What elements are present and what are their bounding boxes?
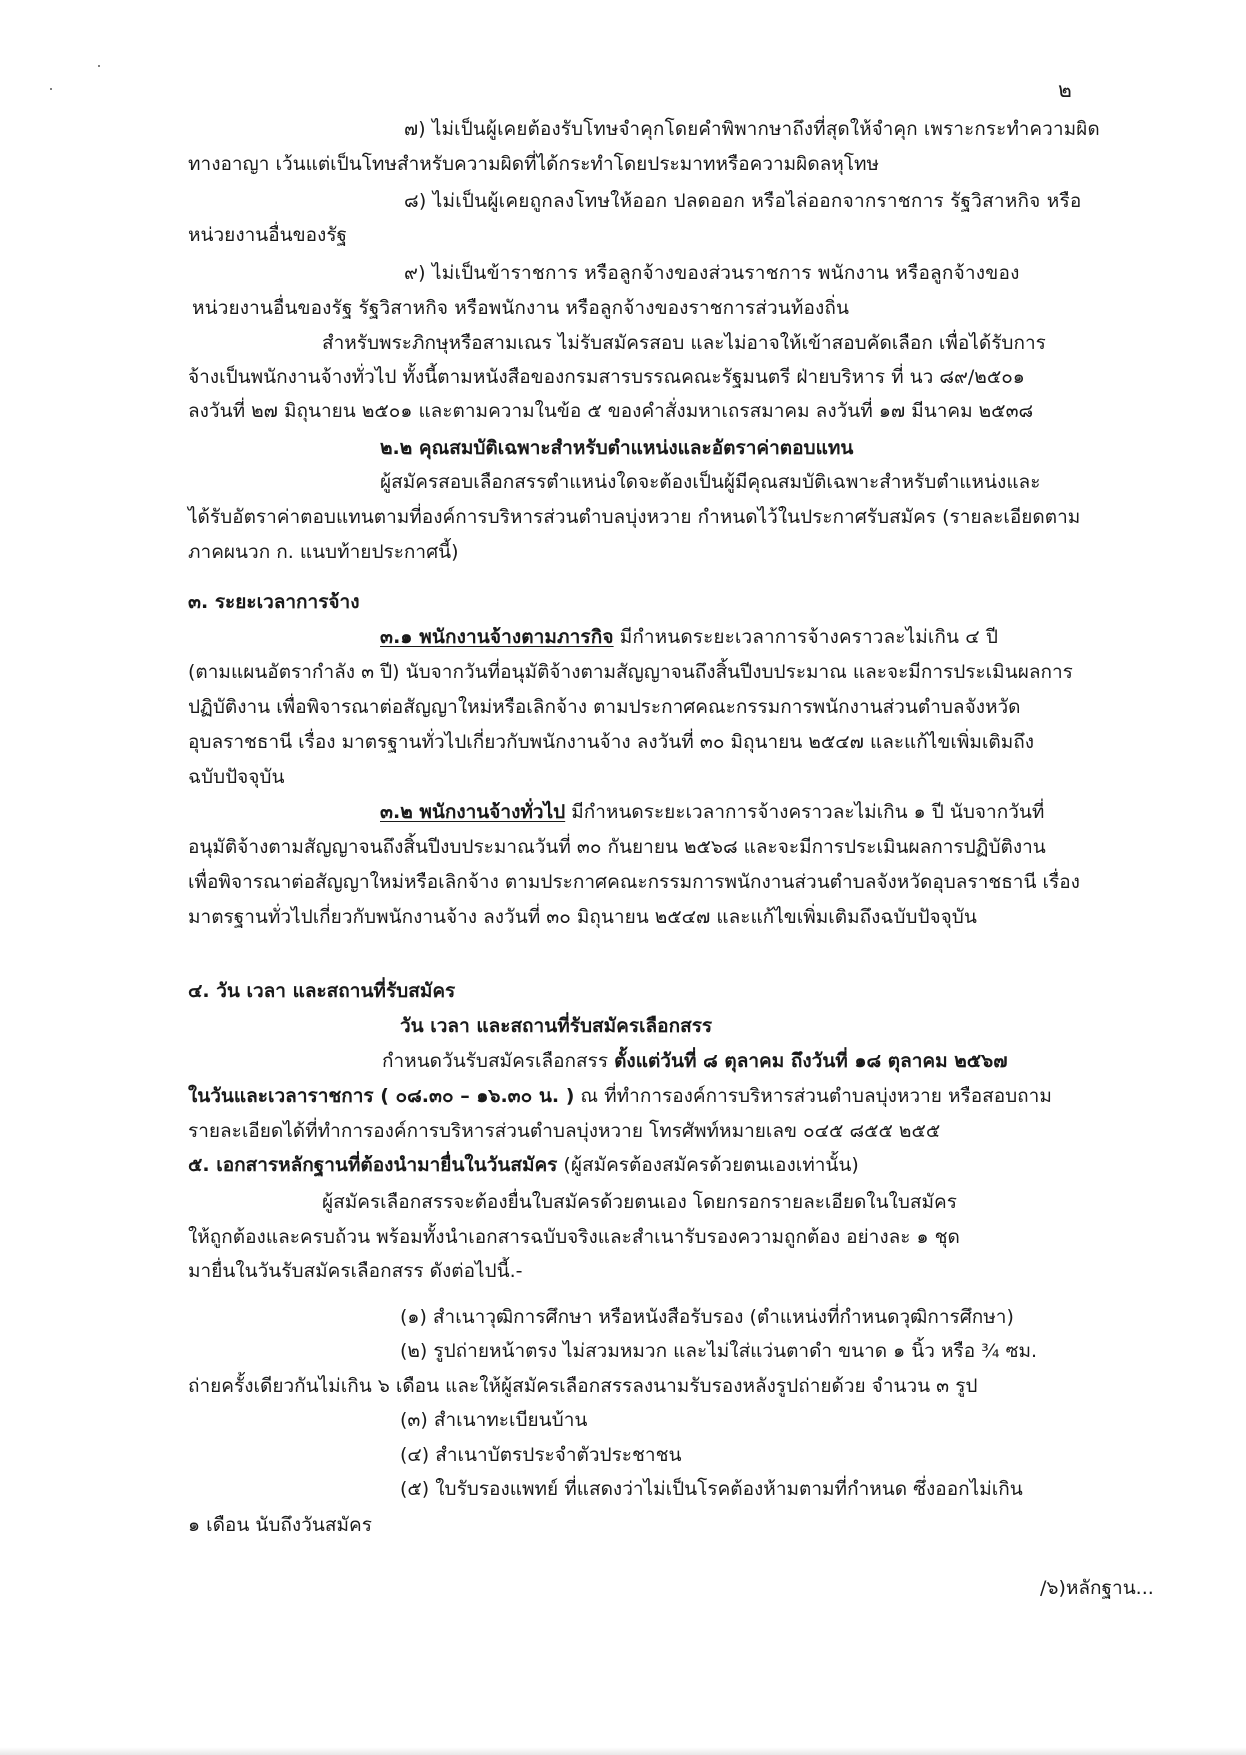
text-line — [188, 398, 1033, 424]
text-segment: ทางอาญา เว้นแต่เป็นโทษสำหรับความผิดที่ได้กระทำโดยประมาทหรือความผิดลหุโทษ — [188, 153, 880, 175]
text-line — [380, 435, 853, 461]
bold-text: ๓.๒ พนักงานจ้างทั่วไป — [380, 801, 566, 823]
text-segment: กำหนดวันรับสมัครเลือกสรร — [382, 1050, 615, 1072]
text-line — [188, 869, 1080, 895]
text-segment: (๕) ใบรับรองแพทย์ ที่แสดงว่าไม่เป็นโรคต้องห้ามตามที่กำหนด ซึ่งออกไม่เกิน — [400, 1478, 1023, 1500]
text-segment: มีกำหนดระยะเวลาการจ้างคราวละไม่เกิน ๔ ปี — [613, 626, 999, 648]
text-line — [188, 364, 1025, 390]
text-line — [188, 978, 455, 1004]
text-line — [188, 1118, 940, 1144]
text-line — [400, 1407, 587, 1433]
bold-text: ๔. วัน เวลา และสถานที่รับสมัคร — [188, 980, 456, 1002]
text-segment: ให้ถูกต้องและครบถ้วน พร้อมทั้งนำเอกสารฉบับจริงและสำเนารับรองความถูกต้อง อย่างละ ๑ ชุด — [188, 1226, 960, 1248]
text-segment: (ผู้สมัครต้องสมัครด้วยตนเองเท่านั้น) — [557, 1154, 859, 1176]
bold-text: ๕. เอกสารหลักฐานที่ต้องนำมายื่นในวันสมัคร — [188, 1154, 558, 1176]
text-segment: ๘) ไม่เป็นผู้เคยถูกลงโทษให้ออก ปลดออก หรือไล่ออกจากราชการ รัฐวิสาหกิจ หรือ — [404, 190, 1082, 212]
text-segment: ภาคผนวก ก. แนบท้ายประกาศนี้) — [188, 541, 459, 563]
bold-text: วัน เวลา และสถานที่รับสมัครเลือกสรร — [400, 1015, 713, 1037]
text-segment: (๓) สำเนาทะเบียนบ้าน — [400, 1409, 588, 1431]
bold-text: ตั้งแต่วันที่ ๘ ตุลาคม ถึงวันที่ ๑๘ ตุลาคม ๒๕๖๗ — [614, 1050, 1008, 1072]
text-segment: ผู้สมัครสอบเลือกสรรตำแหน่งใดจะต้องเป็นผู้มีคุณสมบัติเฉพาะสำหรับตำแหน่งและ — [380, 471, 1041, 493]
text-segment: (ตามแผนอัตรากำลัง ๓ ปี) นับจากวันที่อนุมัติจ้างตามสัญญาจนถึงสิ้นปีงบประมาณ และจะมีการประเมินผลการ — [188, 661, 1073, 683]
text-line — [400, 1442, 681, 1468]
bold-text: ๓.๑ พนักงานจ้างตามภารกิจ — [380, 626, 614, 648]
text-line — [188, 589, 360, 615]
text-segment: หน่วยงานอื่นของรัฐ รัฐวิสาหกิจ หรือพนักงาน หรือลูกจ้างของราชการส่วนท้องถิ่น — [192, 297, 850, 319]
continuation-footer: /๖)หลักฐาน... — [1040, 1577, 1154, 1599]
text-line — [322, 330, 1046, 356]
text-segment: (๑) สำเนาวุฒิการศึกษา หรือหนังสือรับรอง (ตำแหน่งที่กำหนดวุฒิการศึกษา) — [400, 1306, 1014, 1328]
text-line — [400, 1338, 1037, 1364]
text-segment: มายื่นในวันรับสมัครเลือกสรร ดังต่อไปนี้.- — [188, 1260, 523, 1282]
scan-speck — [98, 65, 100, 67]
text-line — [380, 799, 1044, 825]
text-line — [400, 1304, 1014, 1330]
text-line — [188, 729, 1034, 755]
text-segment: อนุมัติจ้างตามสัญญาจนถึงสิ้นปีงบประมาณวันที่ ๓๐ กันยายน ๒๕๖๘ และจะมีการประเมินผลการปฏิบัติงาน — [188, 836, 1046, 858]
text-segment: มีกำหนดระยะเวลาการจ้างคราวละไม่เกิน ๑ ปี นับจากวันที่ — [565, 801, 1045, 823]
text-segment: รายละเอียดได้ที่ทำการองค์การบริหารส่วนตำบลบุ่งหวาย โทรศัพท์หมายเลข ๐๔๕ ๘๕๕ ๒๕๕ — [188, 1120, 941, 1142]
text-segment: (๒) รูปถ่ายหน้าตรง ไม่สวมหมวก และไม่ใส่แว่นตาดำ ขนาด ๑ นิ้ว หรือ ¾ ซม. — [400, 1340, 1038, 1362]
text-segment: จ้างเป็นพนักงานจ้างทั่วไป ทั้งนี้ตามหนังสือของกรมสารบรรณคณะรัฐมนตรี ฝ่ายบริหาร ที่ นว ๘๙/๒๕๐๑ — [188, 366, 1025, 388]
text-line — [188, 834, 1046, 860]
text-segment: ผู้สมัครเลือกสรรจะต้องยื่นใบสมัครด้วยตนเอง โดยกรอกรายละเอียดในใบสมัคร — [322, 1191, 957, 1213]
text-segment: มาตรฐานทั่วไปเกี่ยวกับพนักงานจ้าง ลงวันที่ ๓๐ มิถุนายน ๒๕๔๗ และแก้ไขเพิ่มเติมถึงฉบับปัจจุบัน — [188, 906, 977, 928]
text-line — [192, 295, 849, 321]
text-segment: ณ ที่ทำการองค์การบริหารส่วนตำบลบุ่งหวาย หรือสอบถาม — [574, 1085, 1052, 1107]
text-line — [188, 222, 347, 248]
text-segment: ได้รับอัตราค่าตอบแทนตามที่องค์การบริหารส่วนตำบลบุ่งหวาย กำหนดไว้ในประกาศรับสมัคร (รายละเอียดตาม — [188, 506, 1081, 528]
scan-speck — [50, 88, 52, 90]
text-line — [188, 151, 879, 177]
text-line — [188, 1258, 523, 1284]
text-line — [188, 1224, 960, 1250]
text-line — [322, 1189, 957, 1215]
text-line — [188, 764, 284, 790]
text-line — [188, 1152, 859, 1178]
text-line — [380, 624, 998, 650]
text-line — [188, 504, 1080, 530]
text-line — [404, 188, 1081, 214]
text-line — [400, 1013, 712, 1039]
text-segment: ฉบับปัจจุบัน — [188, 766, 285, 788]
text-line — [188, 1373, 977, 1399]
text-line — [382, 1048, 1008, 1074]
text-segment: ๙) ไม่เป็นข้าราชการ หรือลูกจ้างของส่วนราชการ พนักงาน หรือลูกจ้างของ — [404, 262, 1020, 284]
text-segment: (๔) สำเนาบัตรประจำตัวประชาชน — [400, 1444, 682, 1466]
text-line — [404, 116, 1100, 142]
text-line — [404, 260, 1020, 286]
text-segment: ลงวันที่ ๒๗ มิถุนายน ๒๕๐๑ และตามความในข้อ ๕ ของคำสั่งมหาเถรสมาคม ลงวันที่ ๑๗ มีนาคม ๒๕๓๘ — [188, 400, 1034, 422]
text-line — [188, 659, 1073, 685]
scan-edge — [0, 1747, 1246, 1755]
text-line — [188, 1512, 372, 1538]
bold-text: ๒.๒ คุณสมบัติเฉพาะสำหรับตำแหน่งและอัตราค่าตอบแทน — [380, 437, 854, 459]
text-line — [188, 904, 977, 930]
bold-text: ๓. ระยะเวลาการจ้าง — [188, 591, 360, 613]
text-segment: ๑ เดือน นับถึงวันสมัคร — [188, 1514, 372, 1536]
text-segment: อุบลราชธานี เรื่อง มาตรฐานทั่วไปเกี่ยวกับพนักงานจ้าง ลงวันที่ ๓๐ มิถุนายน ๒๕๔๗ และแก้ไขเพิ่มเติมถึง — [188, 731, 1035, 753]
text-line — [188, 539, 459, 565]
text-segment: สำหรับพระภิกษุหรือสามเณร ไม่รับสมัครสอบ และไม่อาจให้เข้าสอบคัดเลือก เพื่อได้รับการ — [322, 332, 1046, 354]
text-segment: หน่วยงานอื่นของรัฐ — [188, 224, 348, 246]
text-line — [380, 469, 1040, 495]
text-segment: เพื่อพิจารณาต่อสัญญาใหม่หรือเลิกจ้าง ตามประกาศคณะกรรมการพนักงานส่วนตำบลจังหวัดอุบลราชธานี เรื่อง — [188, 871, 1080, 893]
bold-text: ในวันและเวลาราชการ ( ๐๘.๓๐ – ๑๖.๓๐ น. ) — [188, 1085, 575, 1107]
text-line — [188, 694, 1021, 720]
text-segment: ๗) ไม่เป็นผู้เคยต้องรับโทษจำคุกโดยคำพิพากษาถึงที่สุดให้จำคุก เพราะกระทำความผิด — [404, 118, 1100, 140]
text-segment: ปฏิบัติงาน เพื่อพิจารณาต่อสัญญาใหม่หรือเลิกจ้าง ตามประกาศคณะกรรมการพนักงานส่วนตำบลจังหวัด — [188, 696, 1021, 718]
page-number: ๒ — [1058, 78, 1072, 102]
text-segment: ถ่ายครั้งเดียวกันไม่เกิน ๖ เดือน และให้ผู้สมัครเลือกสรรลงนามรับรองหลังรูปถ่ายด้วย จำนวน ๓ รูป — [188, 1375, 978, 1397]
text-line — [400, 1476, 1023, 1502]
text-line — [188, 1083, 1052, 1109]
